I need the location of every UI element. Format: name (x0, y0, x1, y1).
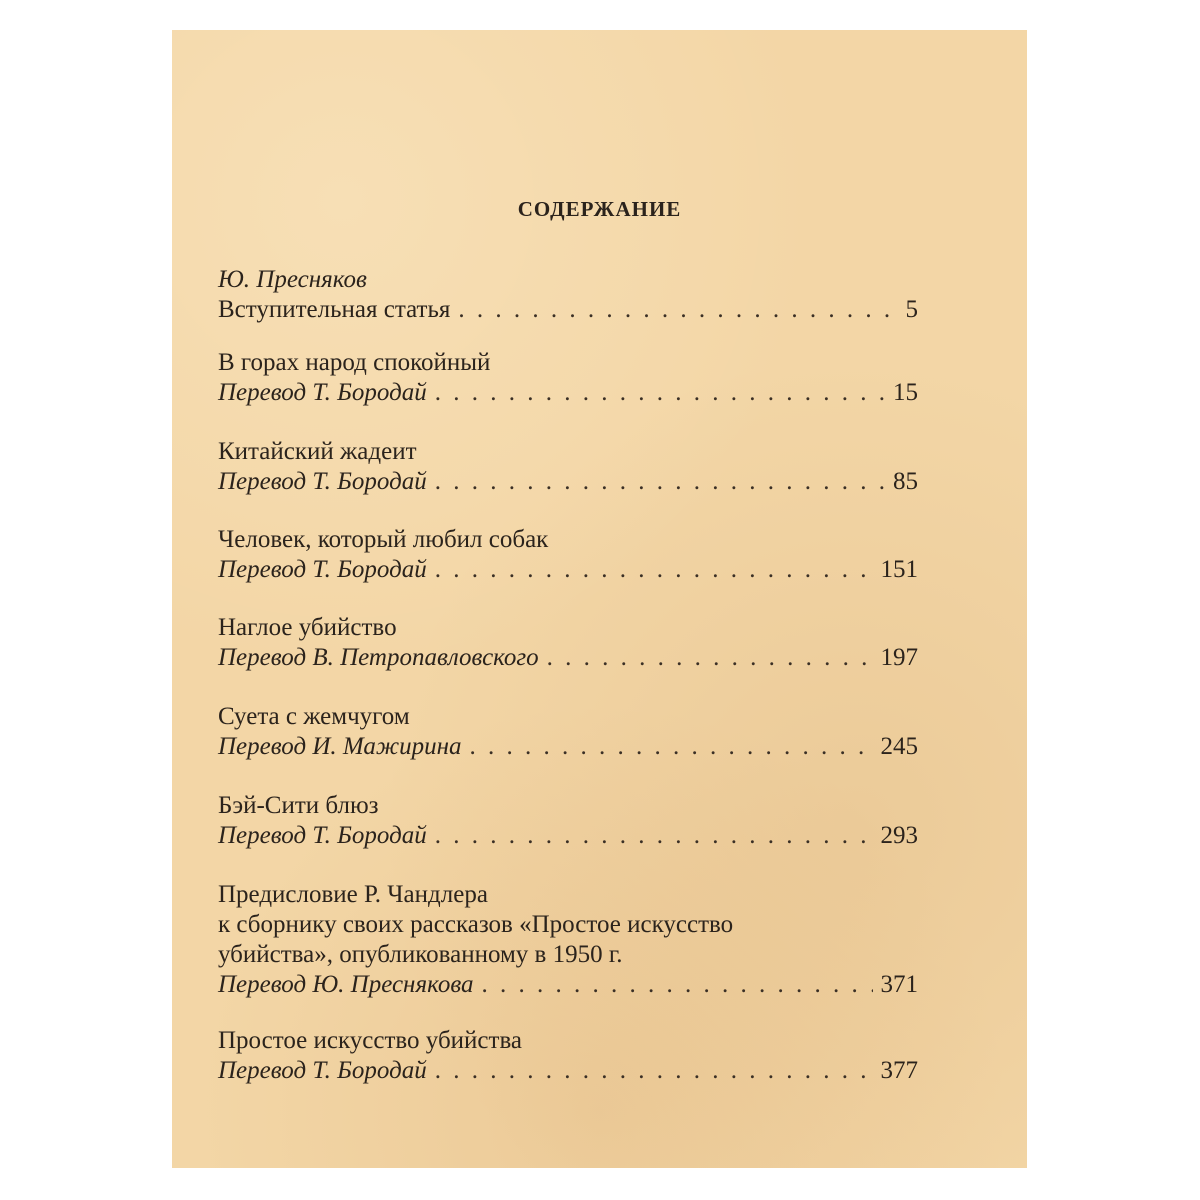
book-page (172, 30, 1027, 1168)
entry-translator: Перевод Т. Бородай (218, 822, 427, 849)
page-number: 5 (905, 296, 918, 323)
dot-leader (547, 643, 873, 673)
entry-translator: Перевод В. Петропавловского (218, 644, 539, 671)
dot-leader (435, 1056, 873, 1086)
toc-entry (218, 702, 918, 762)
toc-entry (218, 791, 918, 851)
entry-author: Ю. Пресняков (218, 266, 367, 293)
entry-translator: Перевод Т. Бородай (218, 1057, 427, 1084)
entry-leader-line (218, 643, 918, 673)
entry-translator: Перевод Т. Бородай (218, 556, 427, 583)
page-number: 371 (880, 971, 918, 998)
dot-leader (470, 732, 873, 762)
dot-leader (435, 467, 885, 497)
entry-leader-line (218, 732, 918, 762)
dot-leader (435, 555, 873, 585)
entry-title: В горах народ спокойный (218, 349, 491, 376)
entry-translator: Перевод Т. Бородай (218, 379, 427, 406)
entry-title: Наглое убийство (218, 614, 397, 641)
page-number: 245 (880, 733, 918, 760)
toc-entry (218, 525, 918, 585)
entry-title-line: Предисловие Р. Чандлера (218, 881, 488, 908)
entry-leader-line (218, 1056, 918, 1086)
entry-title: Бэй-Сити блюз (218, 792, 379, 819)
toc-entry (218, 1026, 918, 1086)
dot-leader (435, 821, 873, 851)
entry-title-line: убийства», опубликованному в 1950 г. (218, 941, 623, 968)
toc-entry (218, 437, 918, 497)
page-number: 377 (880, 1057, 918, 1084)
page-number: 151 (880, 556, 918, 583)
entry-title: Простое искусство убийства (218, 1027, 523, 1054)
entry-leader-line (218, 555, 918, 585)
entry-leader-line (218, 467, 918, 497)
toc-entry (218, 613, 918, 673)
toc-entry (218, 880, 918, 1000)
page-number: 15 (893, 379, 918, 406)
entry-leader-line (218, 295, 918, 325)
entry-title-line: к сборнику своих рассказов «Простое искусство (218, 911, 734, 938)
dot-leader (458, 295, 897, 325)
entry-title: Китайский жадеит (218, 438, 417, 465)
entry-translator: Перевод Т. Бородай (218, 468, 427, 495)
toc-entry (218, 265, 918, 325)
entry-translator: Перевод И. Мажирина (218, 733, 462, 760)
page-number: 85 (893, 468, 918, 495)
toc-entry (218, 348, 918, 408)
entry-leader-line (218, 378, 918, 408)
entry-title: Суета с жемчугом (218, 703, 410, 730)
entry-translator: Перевод Ю. Преснякова (218, 971, 474, 998)
dot-leader (482, 970, 873, 1000)
page-title: СОДЕРЖАНИЕ (517, 197, 682, 221)
dot-leader (435, 378, 885, 408)
page-number: 293 (880, 822, 918, 849)
entry-leader-line (218, 970, 918, 1000)
entry-leader-line (218, 821, 918, 851)
page-number: 197 (880, 644, 918, 671)
entry-title: Человек, который любил собак (218, 526, 549, 553)
entry-title: Вступительная статья (218, 296, 451, 323)
